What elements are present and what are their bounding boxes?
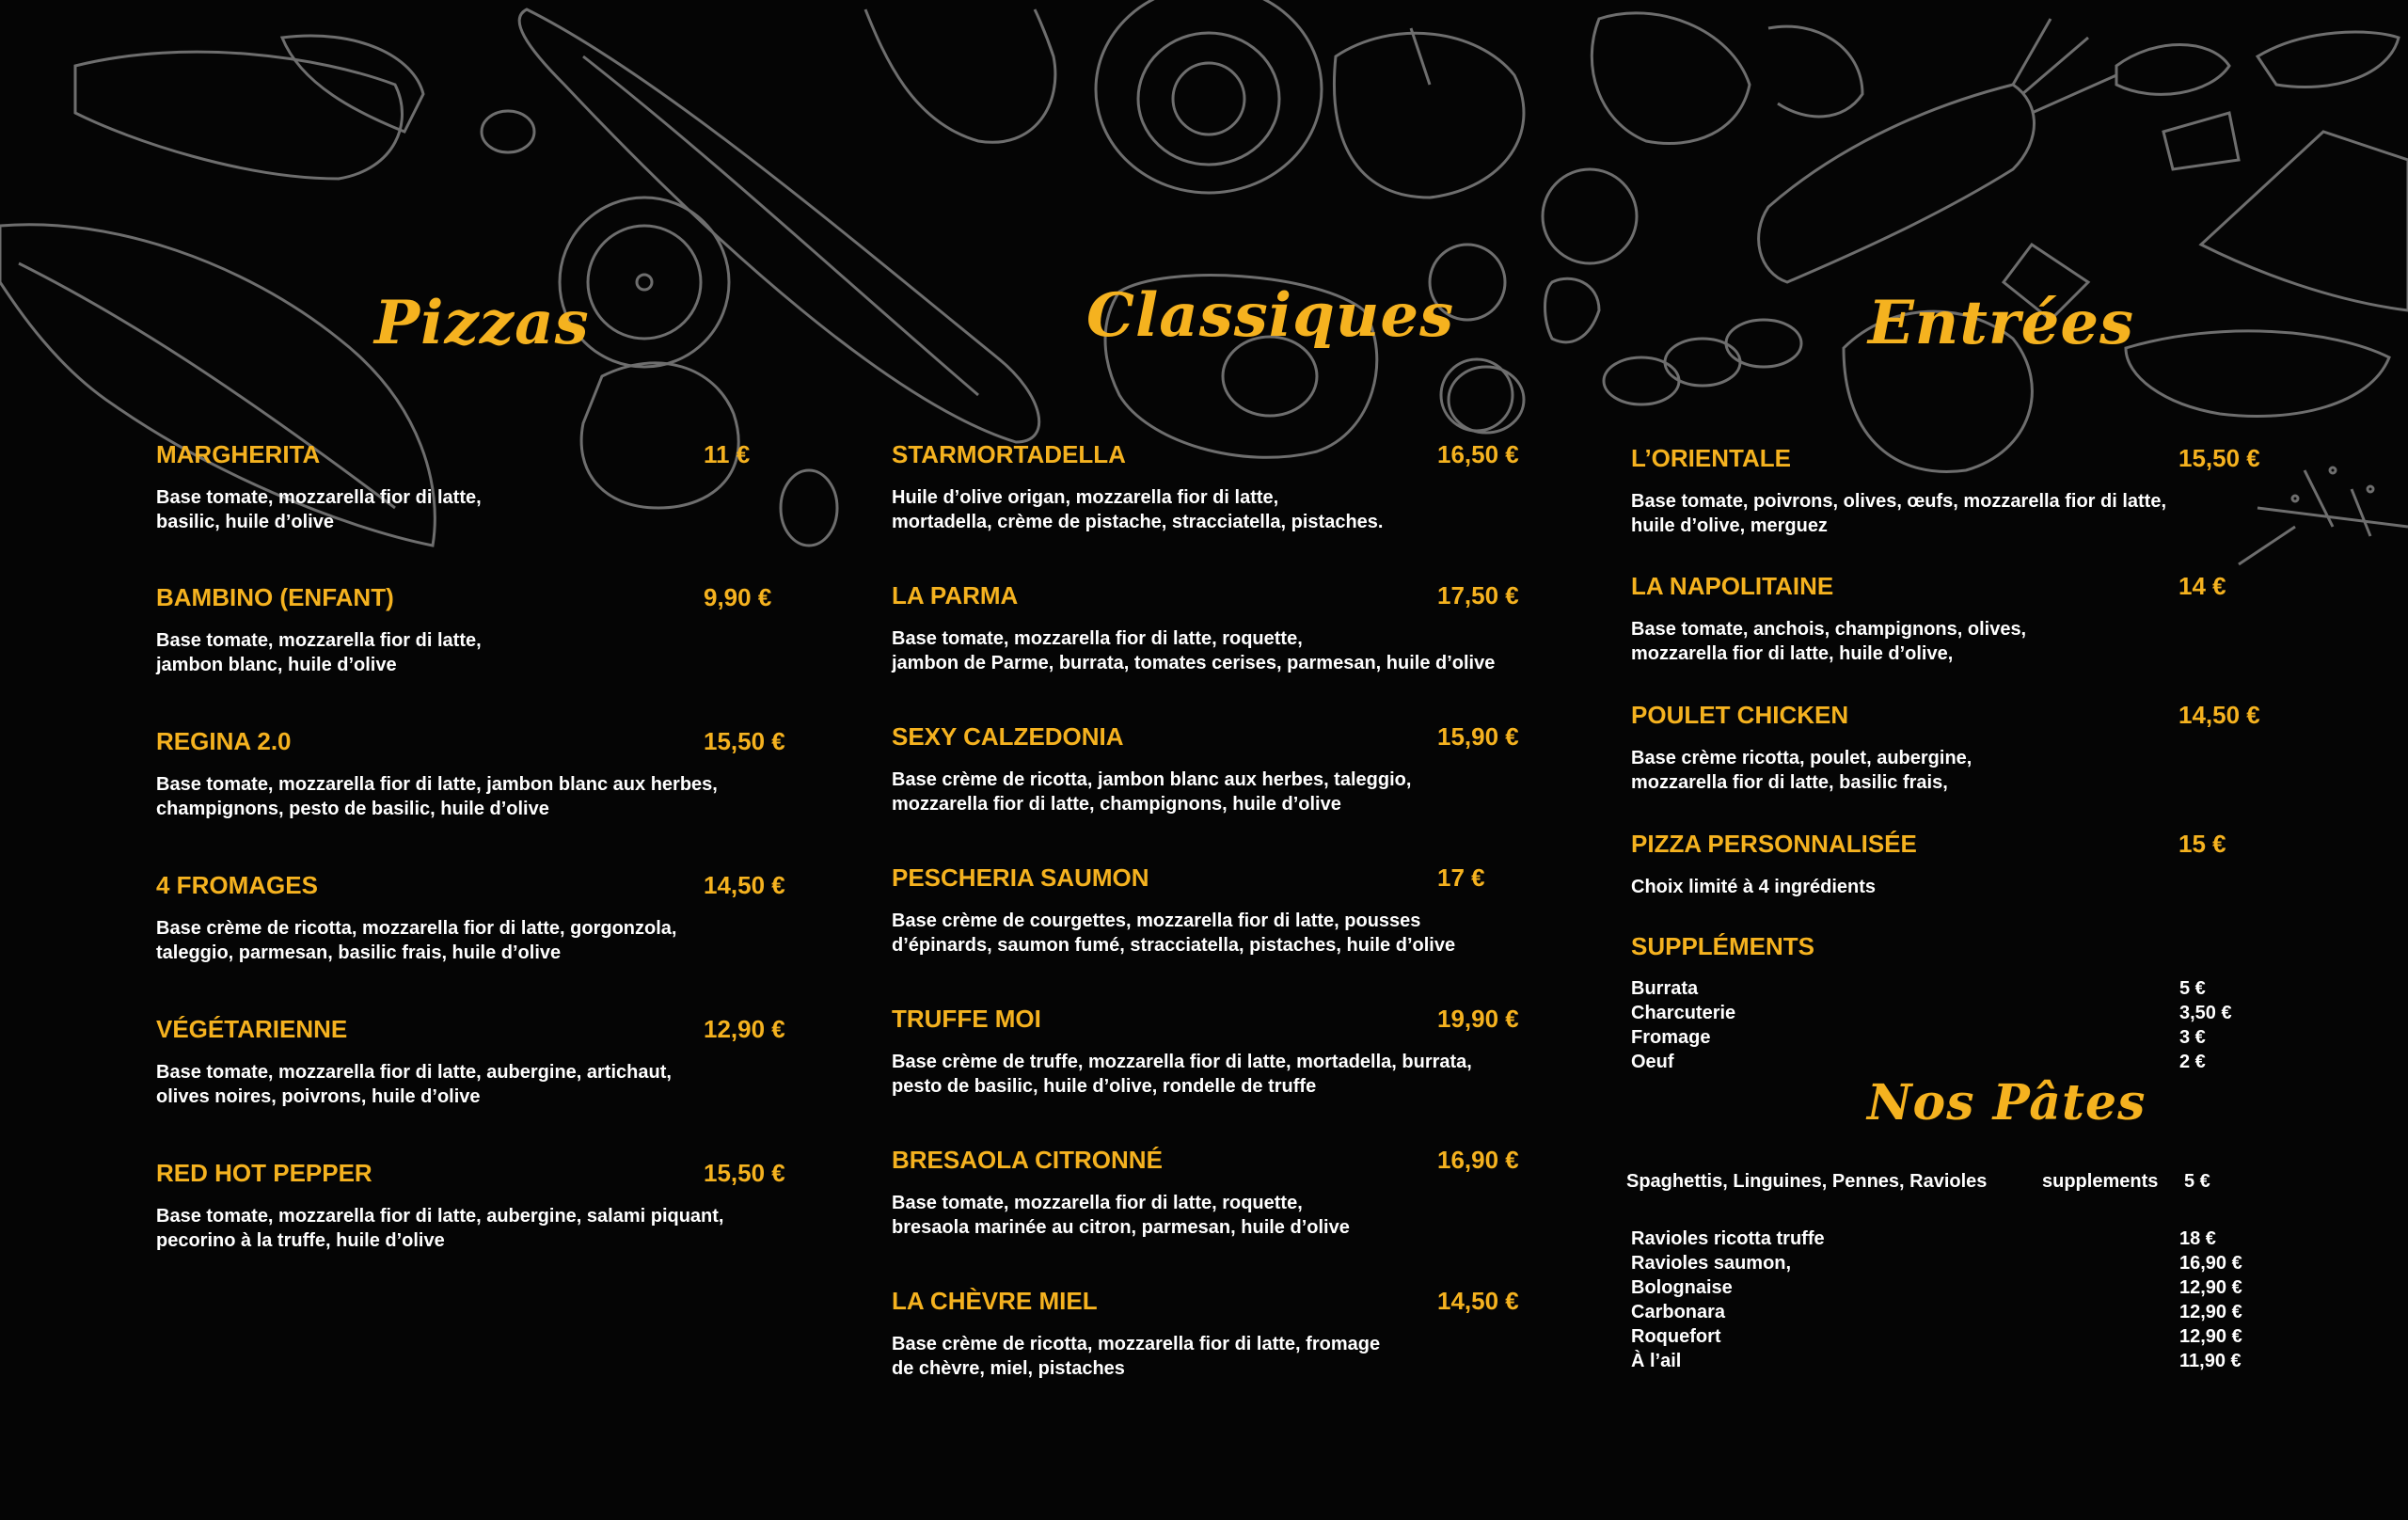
item-description: Base crème ricotta, poulet, aubergine, mozzarella fior di latte, basilic frais, — [1631, 748, 1972, 793]
pasta-name: Bolognaise — [1631, 1277, 1733, 1298]
item-description: Base tomate, mozzarella fior di latte, roquette, bresaola marinée au citron, parmesan, huile d’olive — [892, 1193, 1350, 1238]
item-name: BAMBINO (ENFANT) — [156, 583, 394, 611]
item-description: Base tomate, mozzarella fior di latte, aubergine, artichaut, olives noires, poivrons, huile d’olive — [156, 1062, 672, 1107]
item-description: Base crème de courgettes, mozzarella fior di latte, pousses d’épinards, saumon fumé, stracciatella, pistaches, huile d’olive — [892, 910, 1456, 956]
item-price: 15 € — [2178, 830, 2226, 858]
item-description: Base tomate, mozzarella fior di latte, jambon blanc aux herbes, champignons, pesto de basilic, huile d’olive — [156, 774, 718, 819]
item-name: BRESAOLA CITRONNÉ — [892, 1146, 1163, 1174]
item-description: Base crème de ricotta, jambon blanc aux herbes, taleggio, mozzarella fior di latte, champignons, huile d’olive — [892, 769, 1412, 815]
pasta-supplements-label: supplements — [2042, 1171, 2159, 1192]
supplement-name: Fromage — [1631, 1027, 1711, 1048]
item-name: TRUFFE MOI — [892, 1005, 1041, 1033]
supplements-title: SUPPLÉMENTS — [1631, 932, 1815, 960]
pizzas-heading: Pizzas — [374, 288, 590, 358]
item-price: 14,50 € — [704, 871, 785, 899]
item-price: 14 € — [2178, 572, 2226, 600]
pasta-supplements-price: 5 € — [2184, 1171, 2210, 1192]
pasta-name: Ravioles ricotta truffe — [1631, 1228, 1825, 1249]
item-name: RED HOT PEPPER — [156, 1159, 372, 1187]
item-name: STARMORTADELLA — [892, 440, 1126, 468]
item-description: Choix limité à 4 ingrédients — [1631, 877, 1877, 897]
item-description: Base tomate, mozzarella fior di latte, roquette, jambon de Parme, burrata, tomates cerises, parmesan, huile d’olive — [892, 628, 1496, 673]
pasta-name: Ravioles saumon, — [1631, 1253, 1792, 1274]
pasta-price: 18 € — [2179, 1228, 2216, 1249]
item-description: Base crème de ricotta, mozzarella fior di latte, gorgonzola, taleggio, parmesan, basilic frais, huile d’olive — [156, 918, 677, 963]
item-price: 15,50 € — [704, 727, 785, 755]
item-price: 17 € — [1437, 863, 1485, 892]
item-name: LA NAPOLITAINE — [1631, 572, 1834, 600]
supplement-price: 5 € — [2179, 978, 2206, 999]
item-name: MARGHERITA — [156, 440, 321, 468]
pasta-price: 12,90 € — [2179, 1302, 2242, 1322]
pasta-price: 12,90 € — [2179, 1277, 2242, 1298]
item-price: 15,50 € — [704, 1159, 785, 1187]
supplement-price: 2 € — [2179, 1052, 2206, 1072]
item-name: PIZZA PERSONNALISÉE — [1631, 830, 1917, 858]
pasta-price: 11,90 € — [2179, 1351, 2242, 1371]
item-description: Base tomate, poivrons, olives, œufs, mozzarella fior di latte, huile d’olive, merguez — [1631, 491, 2167, 536]
item-description: Base tomate, anchois, champignons, olives, mozzarella fior di latte, huile d’olive, — [1631, 619, 2027, 664]
item-description: Base tomate, mozzarella fior di latte, basilic, huile d’olive — [156, 487, 482, 532]
item-price: 11 € — [704, 440, 751, 468]
item-price: 15,50 € — [2178, 444, 2260, 472]
supplement-price: 3,50 € — [2179, 1003, 2232, 1023]
item-description: Base crème de ricotta, mozzarella fior di latte, fromage de chèvre, miel, pistaches — [892, 1334, 1381, 1379]
pasta-name: À l’ail — [1631, 1351, 1682, 1371]
item-name: POULET CHICKEN — [1631, 701, 1849, 729]
item-price: 9,90 € — [704, 583, 772, 611]
supplement-name: Burrata — [1631, 978, 1699, 999]
supplement-name: Oeuf — [1631, 1052, 1674, 1072]
item-name: LA CHÈVRE MIEL — [892, 1287, 1098, 1315]
item-price: 14,50 € — [1437, 1287, 1519, 1315]
item-name: 4 FROMAGES — [156, 871, 318, 899]
item-price: 19,90 € — [1437, 1005, 1519, 1033]
item-price: 16,50 € — [1437, 440, 1519, 468]
item-name: L’ORIENTALE — [1631, 444, 1791, 472]
item-price: 17,50 € — [1437, 581, 1519, 610]
pasta-name: Roquefort — [1631, 1326, 1721, 1347]
item-name: PESCHERIA SAUMON — [892, 863, 1149, 892]
item-description: Huile d’olive origan, mozzarella fior di latte, mortadella, crème de pistache, stracciatella, pistaches. — [892, 487, 1384, 532]
item-name: LA PARMA — [892, 581, 1019, 610]
pasta-types: Spaghettis, Linguines, Pennes, Ravioles — [1626, 1171, 1988, 1192]
pates-heading: Nos Pâtes — [1867, 1074, 2147, 1132]
item-description: Base crème de truffe, mozzarella fior di latte, mortadella, burrata, pesto de basilic, huile d’olive, rondelle de truffe — [892, 1052, 1472, 1097]
item-price: 16,90 € — [1437, 1146, 1519, 1174]
item-description: Base tomate, mozzarella fior di latte, jambon blanc, huile d’olive — [156, 630, 482, 675]
pasta-name: Carbonara — [1631, 1302, 1726, 1322]
supplement-name: Charcuterie — [1631, 1003, 1736, 1023]
item-description: Base tomate, mozzarella fior di latte, aubergine, salami piquant, pecorino à la truffe, huile d’olive — [156, 1206, 724, 1251]
item-price: 14,50 € — [2178, 701, 2260, 729]
item-name: SEXY CALZEDONIA — [892, 722, 1124, 751]
pasta-price: 16,90 € — [2179, 1253, 2242, 1274]
supplement-price: 3 € — [2179, 1027, 2206, 1048]
pasta-price: 12,90 € — [2179, 1326, 2242, 1347]
classiques-heading: Classiques — [1086, 280, 1455, 351]
item-name: REGINA 2.0 — [156, 727, 292, 755]
item-price: 12,90 € — [704, 1015, 785, 1043]
item-name: VÉGÉTARIENNE — [156, 1015, 348, 1043]
item-price: 15,90 € — [1437, 722, 1519, 751]
entrees-heading: Entrées — [1868, 288, 2135, 358]
